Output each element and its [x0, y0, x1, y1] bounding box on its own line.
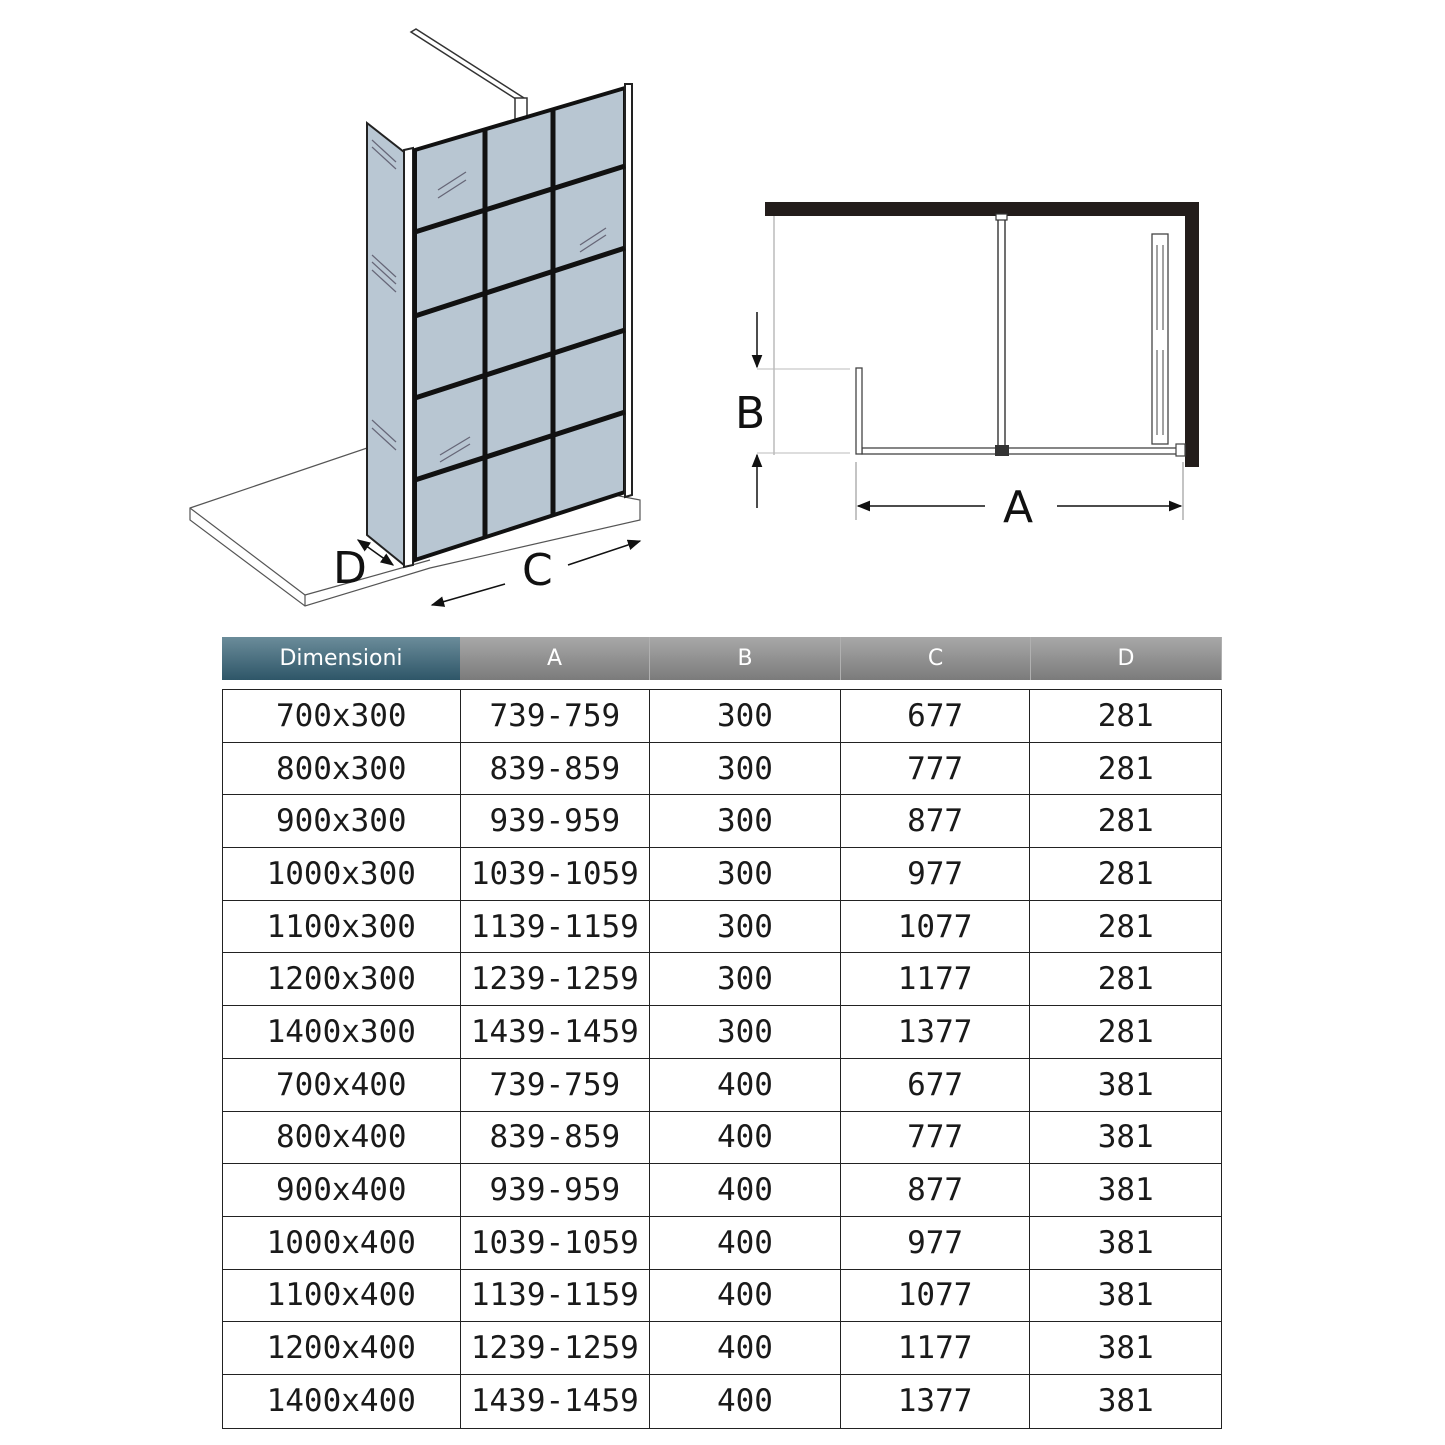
cell-size: 1200x300 — [223, 953, 461, 1005]
cell-b: 300 — [650, 953, 841, 1005]
table-row — [223, 901, 1221, 954]
table-row — [223, 953, 1221, 1006]
cell-a: 739-759 — [461, 690, 651, 742]
cell-c: 777 — [841, 743, 1031, 795]
dimension-b — [735, 312, 765, 508]
label-b: B — [735, 388, 766, 439]
cell-b: 300 — [650, 795, 841, 847]
cell-b: 400 — [650, 1112, 841, 1164]
table-row — [223, 1322, 1221, 1375]
label-c: C — [522, 545, 553, 596]
linear-drain — [1152, 234, 1168, 444]
cell-size: 900x300 — [223, 795, 461, 847]
cell-d: 281 — [1097, 908, 1154, 945]
table-row — [223, 795, 1221, 848]
cell-d: 381 — [1097, 1224, 1154, 1261]
table-row — [223, 1059, 1221, 1112]
cell-size: 800x300 — [223, 743, 461, 795]
cell-size: 1000x400 — [223, 1217, 461, 1269]
cell-c: 1177 — [841, 1322, 1031, 1374]
cell-a: 1039-1059 — [461, 1217, 651, 1269]
cell-b: 300 — [650, 1006, 841, 1058]
cell-b: 400 — [650, 1059, 841, 1111]
cell-a: 939-959 — [461, 1164, 651, 1216]
cell-d: 281 — [1097, 750, 1154, 787]
cell-c: 1177 — [841, 953, 1031, 1005]
product-diagram — [0, 0, 1445, 630]
cell-d: 381 — [1097, 1330, 1154, 1367]
header-a: A — [460, 637, 650, 680]
table-row — [223, 1006, 1221, 1059]
cell-b: 400 — [650, 1322, 841, 1374]
dimension-a — [856, 462, 1183, 533]
table-body — [222, 689, 1222, 1429]
cell-c: 677 — [841, 690, 1031, 742]
cell-b: 400 — [650, 1164, 841, 1216]
cell-c: 1377 — [841, 1375, 1031, 1428]
cell-c: 1077 — [841, 1270, 1031, 1322]
cell-c: 977 — [841, 1217, 1031, 1269]
cell-size: 1100x300 — [223, 901, 461, 953]
cell-c: 777 — [841, 1112, 1031, 1164]
cell-c: 877 — [841, 795, 1031, 847]
cell-d: 381 — [1097, 1172, 1154, 1209]
cell-size: 700x300 — [223, 690, 461, 742]
cell-d: 281 — [1097, 803, 1154, 840]
support-bar — [411, 29, 527, 124]
cell-d: 281 — [1097, 961, 1154, 998]
table-row — [223, 1375, 1221, 1428]
cell-a: 1139-1159 — [461, 901, 651, 953]
table-row — [223, 1270, 1221, 1323]
cell-a: 939-959 — [461, 795, 651, 847]
perspective-view — [190, 29, 640, 606]
cell-b: 400 — [650, 1375, 841, 1428]
cell-b: 300 — [650, 743, 841, 795]
cell-b: 400 — [650, 1270, 841, 1322]
label-d: D — [333, 543, 367, 594]
cell-d: 381 — [1097, 1277, 1154, 1314]
side-panel — [367, 123, 404, 565]
cell-a: 1039-1059 — [461, 848, 651, 900]
cell-size: 700x400 — [223, 1059, 461, 1111]
dimensions-table — [222, 637, 1222, 1420]
back-wall — [765, 202, 1199, 216]
table-header — [222, 637, 1222, 680]
cell-d: 381 — [1097, 1119, 1154, 1156]
table-row — [223, 690, 1221, 743]
cell-d: 281 — [1097, 697, 1154, 734]
cell-size: 1100x400 — [223, 1270, 461, 1322]
cell-size: 1400x400 — [223, 1375, 461, 1428]
cell-a: 739-759 — [461, 1059, 651, 1111]
table-row — [223, 743, 1221, 796]
cell-a: 1139-1159 — [461, 1270, 651, 1322]
cell-d: 281 — [1097, 1013, 1154, 1050]
label-a: A — [1003, 482, 1034, 533]
cell-b: 300 — [650, 848, 841, 900]
table-row — [223, 848, 1221, 901]
cell-c: 677 — [841, 1059, 1031, 1111]
cell-c: 1077 — [841, 901, 1031, 953]
table-row — [223, 1112, 1221, 1165]
cell-a: 1239-1259 — [461, 953, 651, 1005]
cell-a: 1239-1259 — [461, 1322, 651, 1374]
cell-b: 300 — [650, 901, 841, 953]
cell-size: 900x400 — [223, 1164, 461, 1216]
cell-a: 1439-1459 — [461, 1006, 651, 1058]
cell-d: 381 — [1097, 1066, 1154, 1103]
wall-profile — [404, 148, 413, 567]
front-glass-panel — [415, 88, 625, 560]
cell-a: 1439-1459 — [461, 1375, 651, 1428]
header-b: B — [650, 637, 841, 680]
cell-size: 1200x400 — [223, 1322, 461, 1374]
side-wall — [1185, 202, 1199, 467]
table-row — [223, 1217, 1221, 1270]
cell-size: 800x400 — [223, 1112, 461, 1164]
header-dimensioni: Dimensioni — [222, 637, 460, 680]
cell-size: 1000x300 — [223, 848, 461, 900]
table-row — [223, 1164, 1221, 1217]
cell-a: 839-859 — [461, 1112, 651, 1164]
header-d: D — [1031, 637, 1222, 680]
cell-c: 977 — [841, 848, 1031, 900]
cell-b: 300 — [650, 690, 841, 742]
glass-panel-plan — [862, 448, 1185, 454]
header-c: C — [841, 637, 1031, 680]
cell-b: 400 — [650, 1217, 841, 1269]
cell-d: 281 — [1097, 855, 1154, 892]
cell-size: 1400x300 — [223, 1006, 461, 1058]
plan-view — [735, 202, 1199, 533]
cell-a: 839-859 — [461, 743, 651, 795]
cell-c: 877 — [841, 1164, 1031, 1216]
cell-d: 381 — [1097, 1383, 1154, 1420]
cell-c: 1377 — [841, 1006, 1031, 1058]
